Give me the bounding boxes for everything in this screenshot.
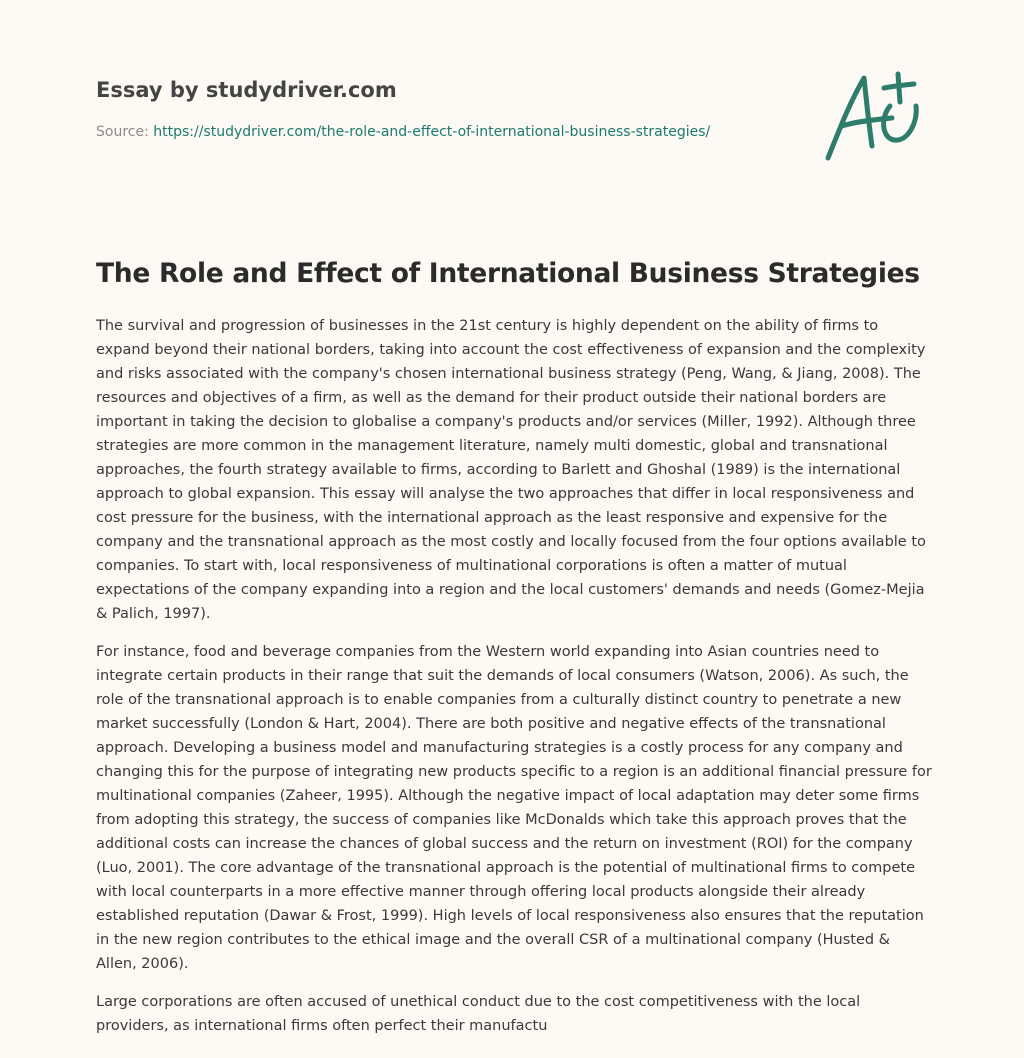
brand-title: Essay by studydriver.com (96, 78, 397, 102)
essay-title: The Role and Effect of International Business Strategies (96, 258, 920, 289)
essay-header (96, 76, 796, 142)
a-plus-logo-icon (820, 66, 930, 166)
source-link[interactable]: https://studydriver.com/the-role-and-effect-of-international-business-strategies/ (153, 124, 711, 140)
source-line (96, 122, 796, 142)
paragraph-1: The survival and progression of businesses in the 21st century is highly dependent on the ability of firms to expand beyond their national borders, taking into account the cost effectiveness of expansion and the complexity and risks associated with the company's chosen international business strategy (Peng, Wang, & Jiang, 2008). The resources and objectives of a firm, as well as the demand for their product outside their national borders are important in taking the decision to globalise a company's products and/or services (Miller, 1992). Although three strategies are more common in the management literature, namely multi domestic, global and transnational approaches, the fourth strategy available to firms, according to Barlett and Ghoshal (1989) is the international approach to global expansion. This essay will analyse the two approaches that differ in local responsiveness and cost pressure for the business, with the international approach as the least responsive and expensive for the company and the transnational approach as the most costly and locally focused from the four options available to companies. To start with, local responsiveness of multinational corporations is often a matter of mutual expectations of the company expanding into a region and the local customers' demands and needs (Gomez-Mejia & Palich, 1997). (96, 318, 926, 622)
paragraph-2: For instance, food and beverage companies from the Western world expanding into Asian countries need to integrate certain products in their range that suit the demands of local consumers (Watson, 2006). As such, the role of the transnational approach is to enable companies from a culturally distinct country to penetrate a new market successfully (London & Hart, 2004). There are both positive and negative effects of the transnational approach. Developing a business model and manufacturing strategies is a costly process for any company and changing this for the purpose of integrating new products specific to a region is an additional financial pressure for multinational companies (Zaheer, 1995). Although the negative impact of local adaptation may deter some firms from adopting this strategy, the success of companies like McDonalds which take this approach proves that the additional costs can increase the chances of global success and the return on investment (ROI) for the company (Luo, 2001). The core advantage of the transnational approach is the potential of multinational firms to compete with local counterparts in a more effective manner through offering local products alongside their already established reputation (Dawar & Frost, 1999). High levels of local responsiveness also ensures that the reputation in the new region contributes to the ethical image and the overall CSR of a multinational company (Husted & Allen, 2006). (96, 644, 932, 972)
essay-body (96, 314, 932, 1052)
source-label: Source: (96, 124, 154, 140)
paragraph-3: Large corporations are often accused of unethical conduct due to the cost competitiveness with the local providers, as international firms often perfect their manufactu (96, 994, 861, 1034)
